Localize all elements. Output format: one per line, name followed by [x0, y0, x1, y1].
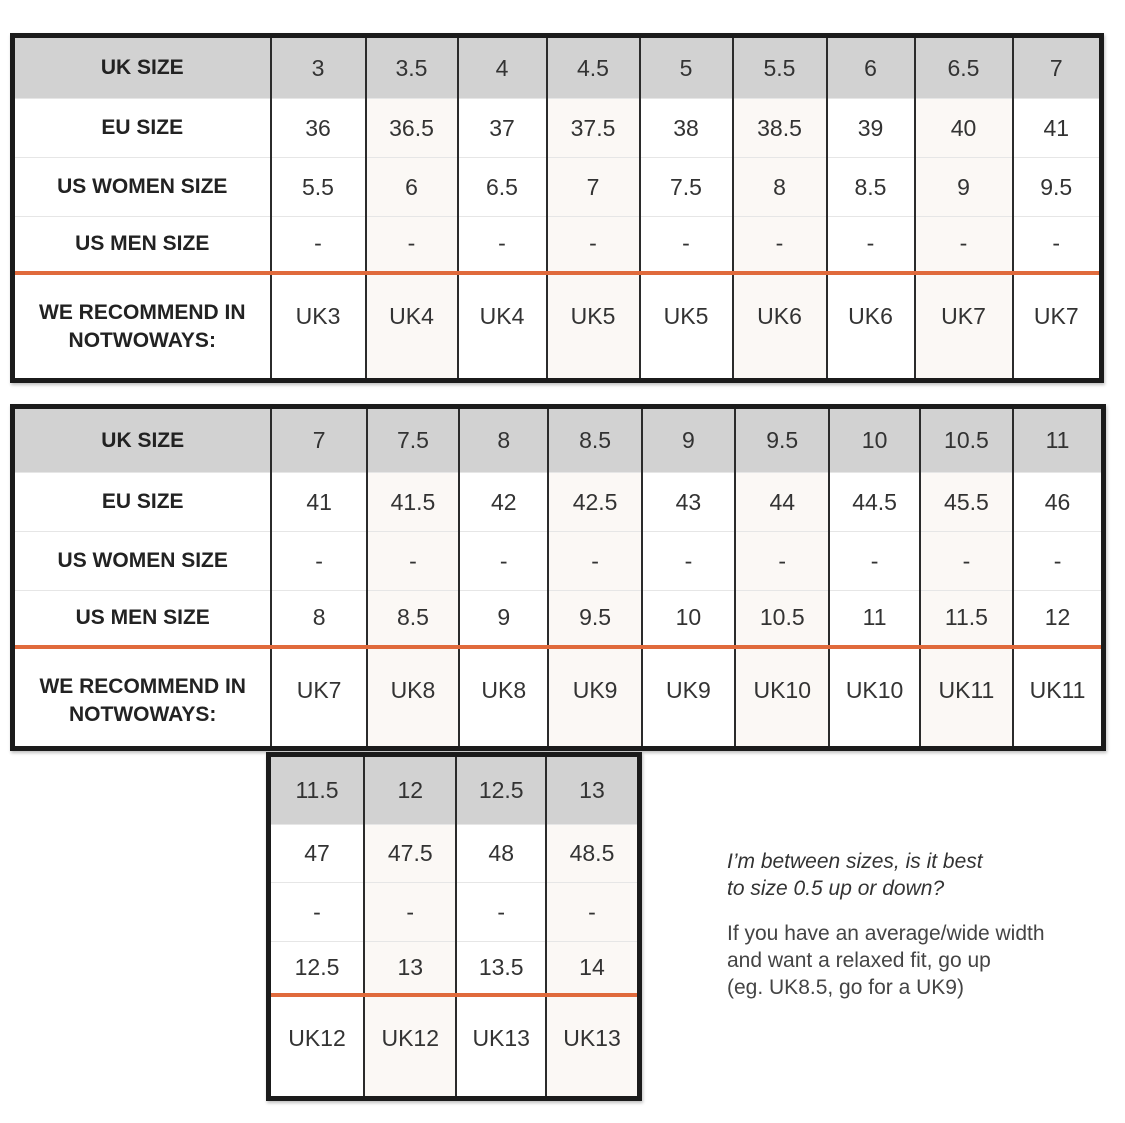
us-men-size-cell: 8	[271, 591, 366, 647]
us-women-size-cell: -	[271, 532, 366, 591]
uk-size-cell: 11.5	[269, 755, 365, 825]
eu-size-cell: 42.5	[548, 473, 641, 532]
us-men-size-label: US MEN SIZE	[13, 217, 271, 273]
us-women-size-cell: -	[456, 883, 545, 942]
uk-size-cell: 8.5	[548, 407, 641, 473]
us-men-size-cell: -	[1013, 217, 1102, 273]
us-women-size-row	[269, 883, 640, 942]
us-women-size-cell: 8	[733, 158, 827, 217]
us-women-size-cell: -	[735, 532, 829, 591]
answer-line-3: (eg. UK8.5, go for a UK9)	[727, 976, 964, 999]
us-men-size-cell: -	[366, 217, 458, 273]
us-men-size-cell: 10	[642, 591, 735, 647]
eu-size-cell: 36.5	[366, 99, 458, 158]
us-women-size-cell: -	[642, 532, 735, 591]
us-men-size-cell: 9.5	[548, 591, 641, 647]
recommend-size-cell: UK7	[915, 273, 1013, 381]
us-men-size-cell: -	[827, 217, 915, 273]
eu-size-cell: 45.5	[920, 473, 1013, 532]
uk-size-cell: 4	[458, 36, 547, 99]
us-women-size-label: US WOMEN SIZE	[13, 532, 272, 591]
us-women-size-cell: -	[920, 532, 1013, 591]
recommend-row	[13, 647, 1104, 749]
uk-size-cell: 7.5	[367, 407, 459, 473]
us-men-size-cell: 13.5	[456, 942, 545, 995]
us-women-size-cell: 8.5	[827, 158, 915, 217]
eu-size-cell: 48	[456, 825, 545, 883]
uk-size-cell: 9	[642, 407, 735, 473]
eu-size-cell: 36	[271, 99, 366, 158]
uk-size-cell: 10.5	[920, 407, 1013, 473]
recommend-size-cell: UK8	[367, 647, 459, 749]
us-women-size-row	[13, 532, 1104, 591]
uk-size-label: UK SIZE	[13, 36, 271, 99]
us-women-size-cell: -	[546, 883, 640, 942]
us-men-size-cell: 12.5	[269, 942, 365, 995]
uk-size-cell: 3	[271, 36, 366, 99]
us-women-size-row	[13, 158, 1102, 217]
answer-line-1: If you have an average/wide width	[727, 922, 1045, 945]
eu-size-label: EU SIZE	[13, 473, 272, 532]
uk-size-row	[269, 755, 640, 825]
us-men-size-row	[269, 942, 640, 995]
recommend-size-cell: UK4	[366, 273, 458, 381]
us-men-size-row	[13, 591, 1104, 647]
us-women-size-cell: -	[367, 532, 459, 591]
eu-size-cell: 37.5	[547, 99, 640, 158]
us-women-size-cell: -	[829, 532, 919, 591]
eu-size-cell: 42	[459, 473, 548, 532]
us-men-size-cell: 14	[546, 942, 640, 995]
uk-size-cell: 7	[271, 407, 366, 473]
us-women-size-cell: -	[548, 532, 641, 591]
us-men-size-cell: -	[271, 217, 366, 273]
eu-size-row	[269, 825, 640, 883]
uk-size-row	[13, 407, 1104, 473]
recommend-size-cell: UK7	[271, 647, 366, 749]
recommend-label: WE RECOMMEND IN NOTWOWAYS:	[13, 273, 271, 381]
us-men-size-cell: -	[733, 217, 827, 273]
eu-size-cell: 48.5	[546, 825, 640, 883]
recommend-size-cell: UK12	[364, 995, 456, 1099]
uk-size-cell: 12	[364, 755, 456, 825]
recommend-size-cell: UK5	[547, 273, 640, 381]
us-men-size-cell: -	[915, 217, 1013, 273]
us-men-size-cell: 8.5	[367, 591, 459, 647]
uk-size-cell: 7	[1013, 36, 1102, 99]
us-men-size-label: US MEN SIZE	[13, 591, 272, 647]
eu-size-cell: 38	[640, 99, 733, 158]
recommend-size-cell: UK3	[271, 273, 366, 381]
recommend-row	[269, 995, 640, 1099]
sizing-question	[727, 848, 1107, 902]
cropped-top-text	[120, 0, 1020, 4]
recommend-size-cell: UK7	[1013, 273, 1102, 381]
size-table-3	[266, 752, 642, 1101]
uk-size-cell: 4.5	[547, 36, 640, 99]
recommend-size-cell: UK10	[735, 647, 829, 749]
us-women-size-cell: 7	[547, 158, 640, 217]
uk-size-label: UK SIZE	[13, 407, 272, 473]
us-women-size-cell: 5.5	[271, 158, 366, 217]
eu-size-cell: 38.5	[733, 99, 827, 158]
us-women-size-cell: 6.5	[458, 158, 547, 217]
recommend-size-cell: UK11	[920, 647, 1013, 749]
uk-size-cell: 6	[827, 36, 915, 99]
uk-size-cell: 5	[640, 36, 733, 99]
us-women-size-cell: 6	[366, 158, 458, 217]
size-table-2	[10, 404, 1106, 751]
us-men-size-cell: 13	[364, 942, 456, 995]
recommend-size-cell: UK13	[456, 995, 545, 1099]
eu-size-cell: 43	[642, 473, 735, 532]
question-line-1: I’m between sizes, is it best	[727, 850, 983, 873]
question-line-2: to size 0.5 up or down?	[727, 877, 945, 900]
us-men-size-cell: 11	[829, 591, 919, 647]
eu-size-cell: 44	[735, 473, 829, 532]
us-men-size-row	[13, 217, 1102, 273]
uk-size-cell: 9.5	[735, 407, 829, 473]
recommend-size-cell: UK11	[1013, 647, 1103, 749]
recommend-size-cell: UK6	[827, 273, 915, 381]
us-men-size-cell: 9	[459, 591, 548, 647]
answer-line-2: and want a relaxed fit, go up	[727, 949, 991, 972]
us-women-size-label: US WOMEN SIZE	[13, 158, 271, 217]
eu-size-cell: 46	[1013, 473, 1103, 532]
us-men-size-cell: 12	[1013, 591, 1103, 647]
eu-size-label: EU SIZE	[13, 99, 271, 158]
us-men-size-cell: -	[640, 217, 733, 273]
recommend-size-cell: UK13	[546, 995, 640, 1099]
us-men-size-cell: -	[547, 217, 640, 273]
eu-size-cell: 41	[271, 473, 366, 532]
recommend-size-cell: UK4	[458, 273, 547, 381]
uk-size-cell: 8	[459, 407, 548, 473]
uk-size-cell: 11	[1013, 407, 1103, 473]
uk-size-cell: 3.5	[366, 36, 458, 99]
uk-size-row	[13, 36, 1102, 99]
eu-size-cell: 39	[827, 99, 915, 158]
recommend-size-cell: UK5	[640, 273, 733, 381]
us-men-size-cell: -	[458, 217, 547, 273]
eu-size-cell: 47.5	[364, 825, 456, 883]
eu-size-cell: 37	[458, 99, 547, 158]
recommend-size-cell: UK9	[642, 647, 735, 749]
eu-size-cell: 40	[915, 99, 1013, 158]
recommend-row	[13, 273, 1102, 381]
eu-size-cell: 41.5	[367, 473, 459, 532]
recommend-size-cell: UK12	[269, 995, 365, 1099]
uk-size-cell: 13	[546, 755, 640, 825]
sizing-note	[727, 848, 1107, 1001]
eu-size-cell: 47	[269, 825, 365, 883]
recommend-size-cell: UK6	[733, 273, 827, 381]
sizing-answer	[727, 920, 1107, 1001]
uk-size-cell: 5.5	[733, 36, 827, 99]
us-women-size-cell: -	[364, 883, 456, 942]
recommend-size-cell: UK10	[829, 647, 919, 749]
eu-size-row	[13, 473, 1104, 532]
eu-size-cell: 44.5	[829, 473, 919, 532]
us-men-size-cell: 10.5	[735, 591, 829, 647]
eu-size-cell: 41	[1013, 99, 1102, 158]
recommend-label: WE RECOMMEND IN NOTWOWAYS:	[13, 647, 272, 749]
uk-size-cell: 6.5	[915, 36, 1013, 99]
uk-size-cell: 10	[829, 407, 919, 473]
us-women-size-cell: 9.5	[1013, 158, 1102, 217]
eu-size-row	[13, 99, 1102, 158]
size-table-1	[10, 33, 1104, 383]
uk-size-cell: 12.5	[456, 755, 545, 825]
us-women-size-cell: -	[269, 883, 365, 942]
us-women-size-cell: -	[1013, 532, 1103, 591]
us-women-size-cell: 9	[915, 158, 1013, 217]
recommend-size-cell: UK9	[548, 647, 641, 749]
us-women-size-cell: 7.5	[640, 158, 733, 217]
us-women-size-cell: -	[459, 532, 548, 591]
recommend-size-cell: UK8	[459, 647, 548, 749]
us-men-size-cell: 11.5	[920, 591, 1013, 647]
